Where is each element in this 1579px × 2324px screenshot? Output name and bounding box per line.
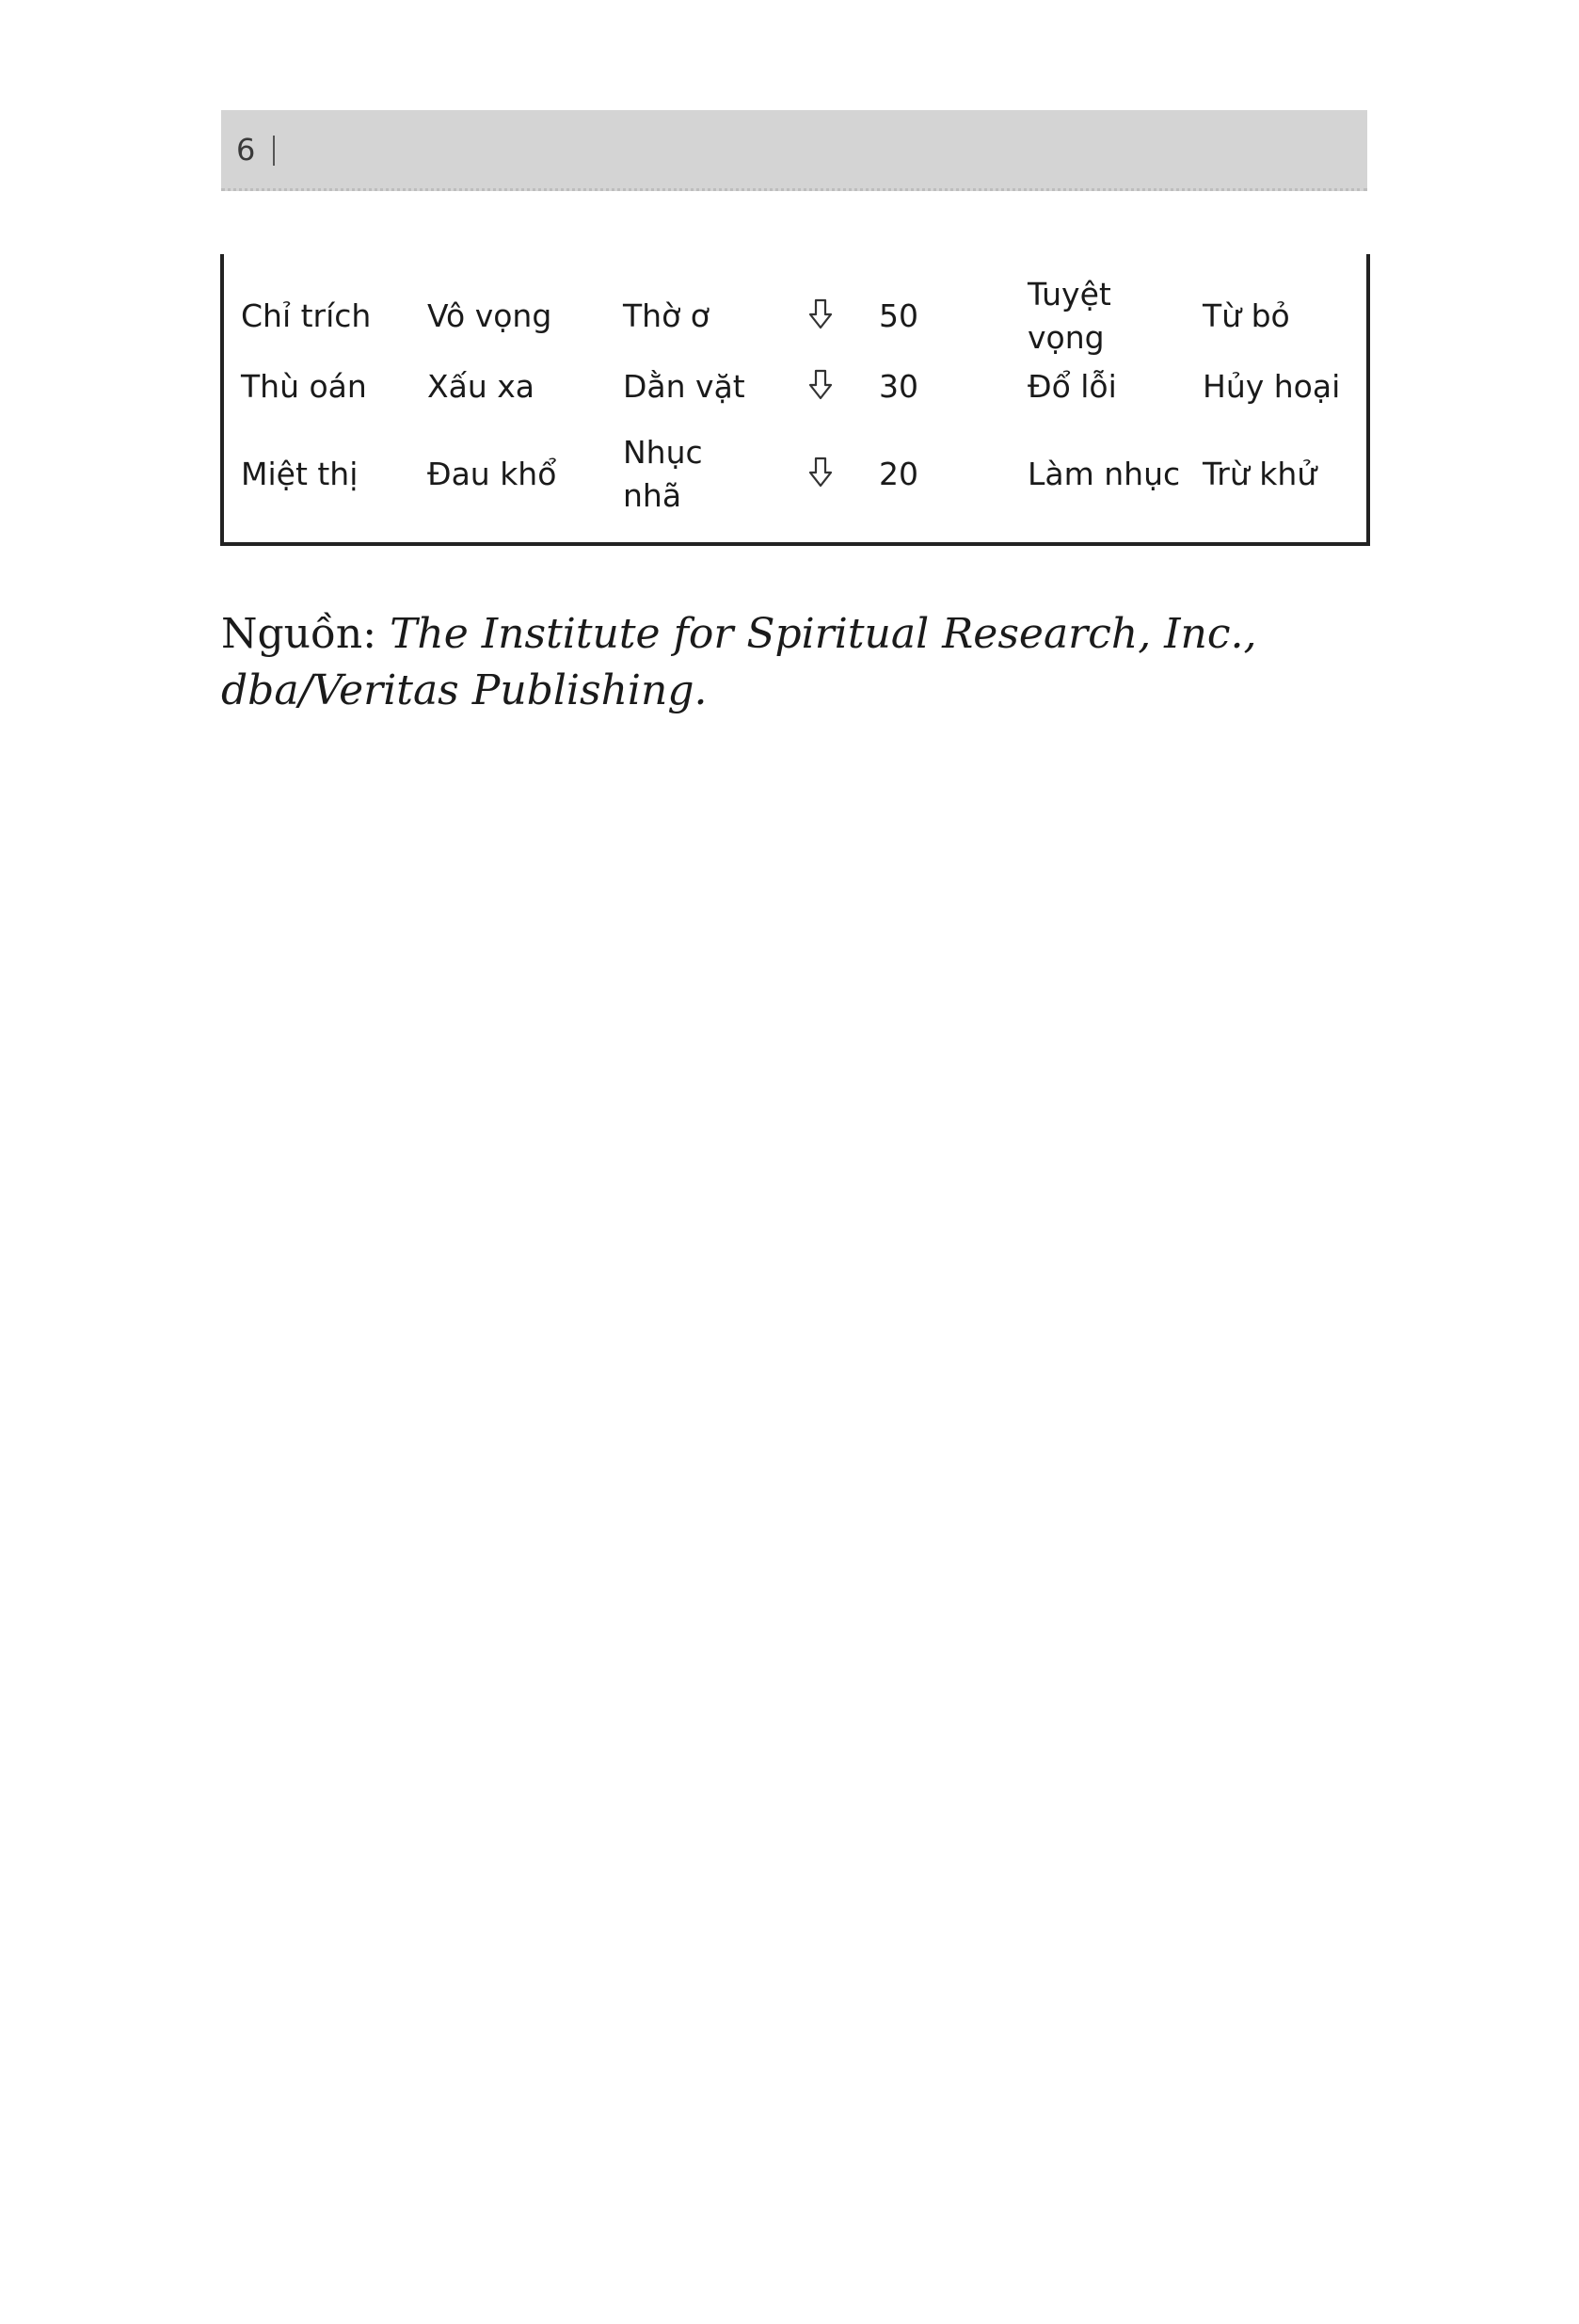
source-citation [221,606,1379,719]
table-cell: Tuyệt vọng [1028,276,1111,356]
emotion-scale-table [220,254,1370,546]
table-cell: Thù oán [241,368,367,405]
down-arrow-icon [807,369,845,401]
page-number: 6 [236,132,256,168]
down-arrow-icon [807,298,845,330]
table-cell: 30 [879,368,918,405]
down-arrow-icon [807,457,845,489]
table-cell: Thờ ơ [623,297,710,334]
table-cell: Hủy hoại [1203,368,1341,405]
table-cell: 50 [879,297,918,334]
table-cell: Nhục nhã [623,434,703,514]
table-cell: Từ bỏ [1203,297,1290,334]
source-label: Nguồn: [221,610,391,658]
table-cell: Trừ khử [1203,456,1317,492]
running-header [221,110,1367,191]
header-divider [273,136,275,166]
table-cell: Đổ lỗi [1028,368,1117,405]
table-cell: Chỉ trích [241,297,372,334]
table-cell: Vô vọng [427,297,552,334]
source-text: The Institute for Spiritual Research, Inc., dba/Veritas Publishing. [221,610,1257,714]
table-cell: Dằn vặt [623,368,745,405]
table-cell: Làm nhục [1028,456,1181,492]
table-cell: Đau khổ [427,456,557,492]
table-cell: Miệt thị [241,456,359,492]
table-cell: Xấu xa [427,368,534,405]
table-cell: 20 [879,456,918,492]
